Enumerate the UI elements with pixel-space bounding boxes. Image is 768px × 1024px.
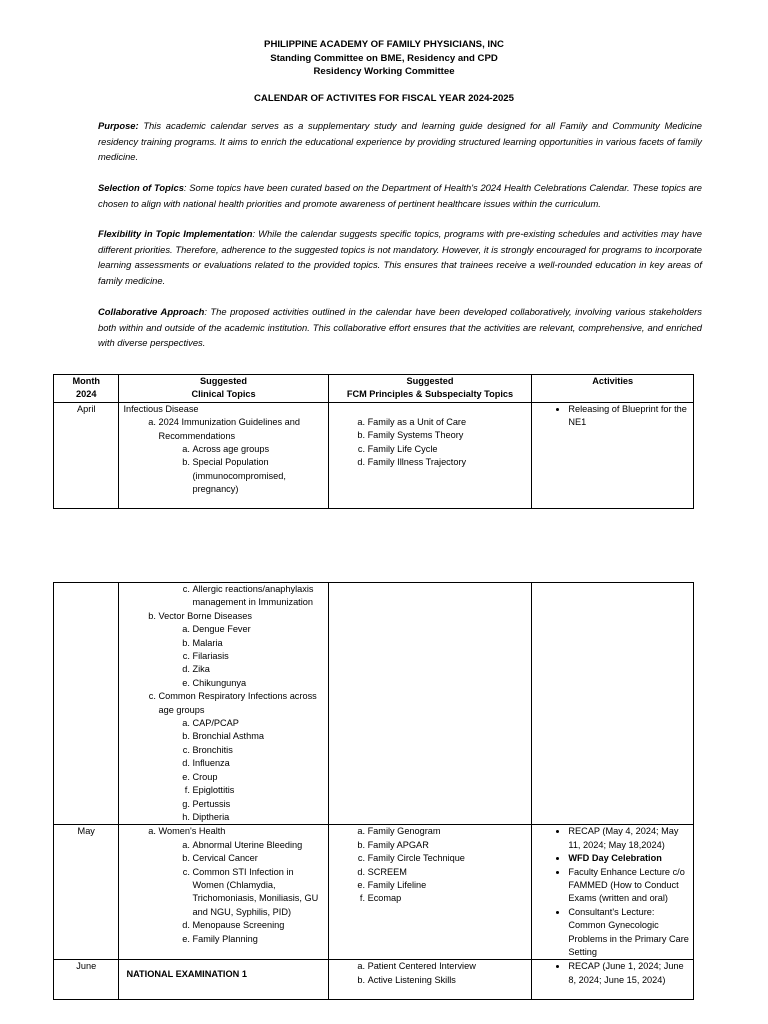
national-exam-label: NATIONAL EXAMINATION 1 [126, 969, 247, 980]
list-item: c. Common Respiratory Infections across age groups a. CAP/PCAP b. Bronchial Asthma c. Bronchitis d. Influenza e. Croup f. Epiglottitis g. Pertussis h. Diptheria [158, 690, 323, 824]
list-item: f. Epiglottitis [192, 784, 323, 797]
month-cell: June [54, 960, 119, 1000]
respiratory-sublist [158, 717, 323, 824]
working-committee-name: Residency Working Committee [313, 66, 455, 78]
month-cell: May [54, 825, 119, 960]
list-item: d. Zika [192, 663, 323, 676]
list-item: c. Common STI Infection in Women (Chlamydia, Trichomoniasis, Moniliasis, GU and NGU, Syphilis, PID) [192, 866, 323, 920]
list-item: d. SCREEM [368, 866, 528, 879]
list-item: b. Bronchial Asthma [192, 730, 323, 743]
list-item: e. Croup [192, 771, 323, 784]
clinical-list [123, 610, 323, 825]
calendar-table-page2 [53, 582, 694, 1000]
list-item: e. Family Lifeline [368, 879, 528, 892]
flexibility-label: Flexibility in Topic Implementation [98, 228, 253, 239]
list-item: c. Family Life Cycle [368, 443, 528, 456]
collaborative-text: : The proposed activities outlined in the calendar have been developed collaboratively, involving various stakeholders both within and outside of the academic institution. This collaborative effort ensures that the activities are relevant, comprehensive, and enriched with diverse perspectives. [98, 306, 702, 348]
month-cell: April [54, 402, 119, 508]
clinical-sublist [158, 839, 323, 946]
list-item: a. Across age groups [192, 443, 323, 456]
org-name: PHILIPPINE ACADEMY OF FAMILY PHYSICIANS, INC [264, 39, 504, 50]
table-row-may [54, 825, 694, 960]
list-item: e. Chikungunya [192, 677, 323, 690]
list-item: b. Vector Borne Diseases a. Dengue Fever b. Malaria c. Filariasis d. Zika e. Chikungunya [158, 610, 323, 690]
vector-sublist [158, 623, 323, 690]
activities-list [536, 403, 689, 430]
purpose-text: This academic calendar serves as a supplementary study and learning guide designed for all Family and Community Medicine residency training programs. It aims to enrich the educational experience by providing structured learning opportunities in various facets of family medicine. [98, 120, 702, 162]
activities-cell [532, 402, 694, 508]
list-item: a. Dengue Fever [192, 623, 323, 636]
list-item: b. Cervical Cancer [192, 852, 323, 865]
flexibility-text: : While the calendar suggests specific topics, programs with pre-existing schedules and activities may have different priorities. Therefore, adherence to the suggested topics is not mandatory. However, it is strongly encouraged for programs to incorporate learning assessments or evaluations related to the provided topics. This ensures that trainees receive a well-rounded education in key areas of family medicine. [98, 228, 702, 286]
clinical-topics-cell [119, 960, 328, 1000]
list-item: d. Menopause Screening [192, 919, 323, 932]
table-header-row [54, 375, 694, 403]
list-item: b. Family Systems Theory [368, 429, 528, 442]
clinical-heading: Infectious Disease [123, 403, 199, 414]
list-item: b. Family APGAR [368, 839, 528, 852]
calendar-table-page1 [53, 374, 694, 509]
table-row-april [54, 402, 694, 508]
activities-list [536, 825, 689, 959]
list-item: b. Active Listening Skills [368, 974, 528, 987]
table-row-april-continued [54, 583, 694, 825]
list-item: c. Bronchitis [192, 744, 323, 757]
list-item: • Faculty Enhance Lecture c/o FAMMED (How to Conduct Exams (written and oral) [568, 866, 689, 906]
document-header [0, 38, 768, 79]
list-item: c. Filariasis [192, 650, 323, 663]
list-item: a. Patient Centered Interview [368, 960, 528, 973]
collaborative-paragraph [98, 304, 702, 351]
list-item: h. Diptheria [192, 811, 323, 824]
list-item: c. Allergic reactions/anaphylaxis management in Immunization [192, 583, 323, 610]
list-item: d. Family Illness Trajectory [368, 456, 528, 469]
list-item: b. Malaria [192, 637, 323, 650]
clinical-topics-cell [119, 402, 328, 508]
selection-text: : Some topics have been curated based on the Department of Health's 2024 Health Celebrations Calendar. These topics are chosen to align with national health priorities and promote awareness of pertinent healthcare issues within the curriculum. [98, 182, 702, 209]
header-fcm-topics: Suggested FCM Principles & Subspecialty Topics [328, 375, 532, 403]
list-item: f. Ecomap [368, 892, 528, 905]
activities-cell [532, 960, 694, 1000]
clinical-sublist [158, 443, 323, 497]
list-item: • RECAP (June 1, 2024; June 8, 2024; June 15, 2024) [568, 960, 689, 987]
list-item: • WFD Day Celebration [568, 852, 689, 865]
purpose-paragraph [98, 118, 702, 165]
list-item: a. Abnormal Uterine Bleeding [192, 839, 323, 852]
selection-label: Selection of Topics [98, 182, 184, 193]
fcm-topics-cell [328, 402, 532, 508]
clinical-topics-cell [119, 825, 328, 960]
selection-paragraph [98, 180, 702, 211]
list-item: a. Women's Health a. Abnormal Uterine Bleeding b. Cervical Cancer c. Common STI Infection in Women (Chlamydia, Trichomoniasis, Moniliasis, GU and NGU, Syphilis, PID) d. Menopause Screening e. Family Planning [158, 825, 323, 946]
activities-cell [532, 825, 694, 960]
table-row-june [54, 960, 694, 1000]
list-item: e. Family Planning [192, 933, 323, 946]
fcm-topics-cell [328, 825, 532, 960]
header-month: Month 2024 [54, 375, 119, 403]
list-item: g. Pertussis [192, 798, 323, 811]
clinical-list [123, 825, 323, 946]
clinical-sublist [123, 583, 323, 610]
collaborative-label: Collaborative Approach [98, 306, 205, 317]
list-item: b. Special Population (immunocompromised, pregnancy) [192, 456, 323, 496]
committee-name: Standing Committee on BME, Residency and CPD [270, 52, 498, 64]
list-item: d. Influenza [192, 757, 323, 770]
purpose-label: Purpose: [98, 120, 139, 131]
list-item: • Releasing of Blueprint for the NE1 [568, 403, 689, 430]
list-item: a. 2024 Immunization Guidelines and Recommendations a. Across age groups b. Special Population (immunocompromised, pregnancy) [158, 416, 323, 496]
list-item: • RECAP (May 4, 2024; May 11, 2024; May 18,2024) [568, 825, 689, 852]
clinical-list [140, 416, 323, 496]
list-item: a. CAP/PCAP [192, 717, 323, 730]
fcm-list [333, 960, 528, 987]
list-item: c. Family Circle Technique [368, 852, 528, 865]
fcm-list [333, 416, 528, 470]
calendar-title: CALENDAR OF ACTIVITES FOR FISCAL YEAR 2024-2025 [254, 93, 514, 104]
header-clinical-topics: Suggested Clinical Topics [119, 375, 328, 403]
list-item: • Consultant's Lecture: Common Gynecologic Problems in the Primary Care Setting [568, 906, 689, 960]
activities-list [536, 960, 689, 987]
header-activities: Activities [532, 375, 694, 403]
flexibility-paragraph [98, 226, 702, 288]
fcm-list [333, 825, 528, 905]
fcm-topics-cell [328, 960, 532, 1000]
list-item: a. Family Genogram [368, 825, 528, 838]
clinical-topics-cell [119, 583, 328, 825]
list-item: a. Family as a Unit of Care [368, 416, 528, 429]
